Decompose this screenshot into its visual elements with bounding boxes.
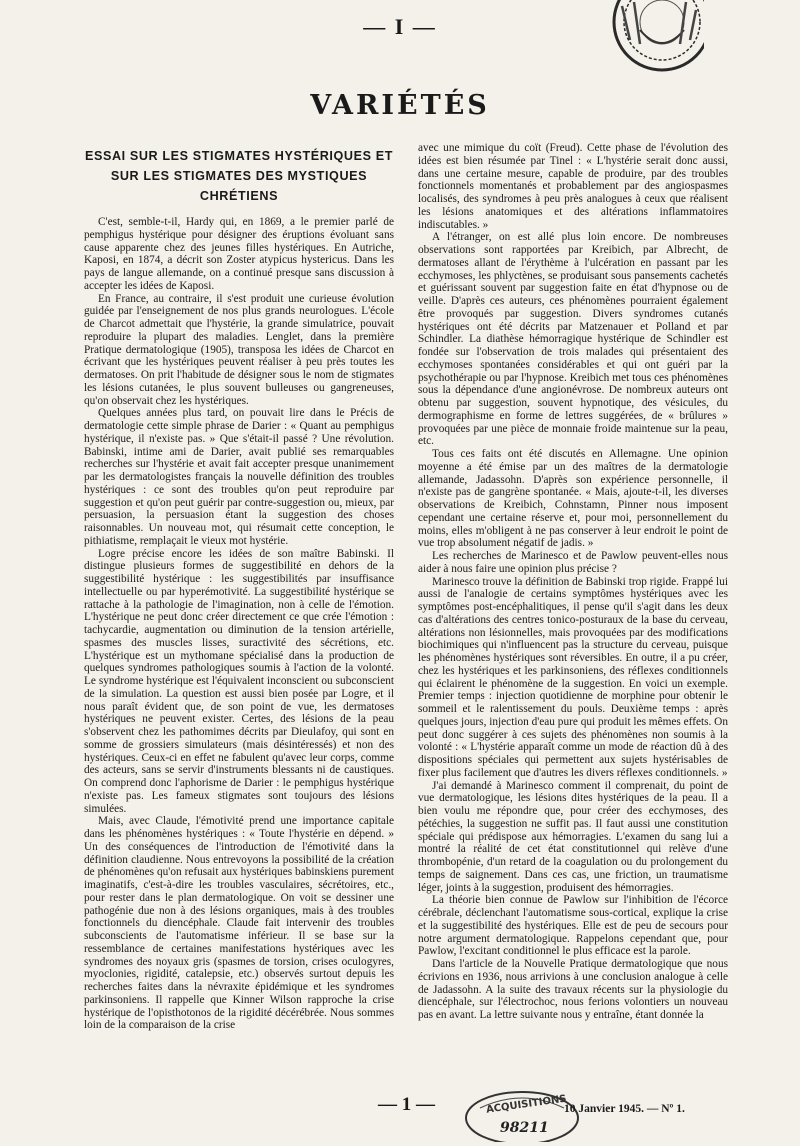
paragraph: A l'étranger, on est allé plus loin encore. De nombreuses observations sont rapportées par Kreibich, par Albrecht, de dermatoses allant de l'érythème à l'ulcération en passant par les ecchymoses, les phlyctènes, se produisant sous pansements cachetés et guérissant souvent par suggestion faite en état d'hypnose ou de veille. D'après ces auteurs, ces phénomènes pourraient également être provoqués par suggestion. Divers syndromes cutanés hystériques ont été décrits par Matzenauer et Polland et par Schindler. La diathèse hémorragique hystérique de Schindler est fondée sur l'observation de trois malades qui présentaient des ecchymoses spontanées considérables et qui ont guéri par la psychothérapie ou par l'hypnose. Kreibich met tous ces phénomènes sous la dépendance d'une angionévrose. De nombreux auteurs ont obtenu par suggestion, souvent hypnotique, des vésicules, du dermographisme en forme de lettres suggérées, de « brûlures » provoquées par une pièce de monnaie froide maintenue sur la peau, etc. xyxy=(418,231,728,448)
left-column xyxy=(84,142,394,1032)
paragraph: Dans l'article de la Nouvelle Pratique dermatologique que nous écrivions en 1936, nous arrivions à une conclusion analogue à celle de Jadassohn. A la suite des travaux récents sur la physiologie du diencéphale, sur l'électrochoc, nous ferions volontiers un nouveau pas en avant. La lettre suivante nous y entraîne, étant donnée la xyxy=(418,958,728,1021)
paragraph: En France, au contraire, il s'est produit une curieuse évolution guidée par l'enseignement de nos plus grands neurologues. L'école de Charcot admettait que l'hystérie, la grande simulatrice, pouvait reproduire la plupart des maladies. Lenglet, dans la première Pratique dermatologique (1905), transposa les idées de Charcot en écrivant que les hystériques peuvent réaliser à peu près toutes les dermatoses. On prit l'habitude de désigner sous le nom de stigmates les lésions cutanées, le plus souvent bulleuses ou gangreneuses, qu'on observait chez les hystériques. xyxy=(84,292,394,407)
paragraph: Tous ces faits ont été discutés en Allemagne. Une opinion moyenne a été émise par un des maîtres de la dermatologie allemande, Jadassohn. D'après son expérience personnelle, il n'existe pas de gangrène spontanée. « Mais, ajoute-t-il, les diverses observations de Kreibich, Cohnstamn, Pinner nous imposent cependant une certaine réserve et, pour moi, personnellement du moins, elles m'obligent à ne pas conserver à leur endroit le point de vue trop absolument négatif de jadis. » xyxy=(418,448,728,550)
paragraph: avec une mimique du coït (Freud). Cette phase de l'évolution des idées est bien résumée par Tinel : « L'hystérie serait donc aussi, dans une certaine mesure, capable de produire, par des troubles fonctionnels momentanés et probablement par des angiospasmes localisés, des syndromes à peu près analogues à ceux que réalisent les lésions anatomiques et des altérations inflammatoires indiscutables. » xyxy=(418,142,728,231)
paragraph: Les recherches de Marinesco et de Pawlow peuvent-elles nous aider à nous faire une opinion plus précise ? xyxy=(418,550,728,575)
svg-text:98211: 98211 xyxy=(500,1120,549,1136)
page-number-top: — I — xyxy=(363,14,437,39)
right-column xyxy=(418,142,728,1022)
paragraph: La théorie bien connue de Pawlow sur l'inhibition de l'écorce cérébrale, déclenchant l'automatisme sous-cortical, explique la crise et la suggestibilité des hystériques. Elle est de peu de secours pour notre argument dermatologique. Rappelons cependant que, pour Pawlow, l'excitant conditionnel le plus efficace est la parole. xyxy=(418,894,728,958)
paragraph: Logre précise encore les idées de son maître Babinski. Il distingue plusieurs formes de suggestibilité en dehors de la suggestibilité hystérique : les suggestibilités par insuffisance intellectuelle ou par hyperémotivité. La suggestibilité hystérique se rattache à la pathologie de l'imagination, non à celle de l'émotion. L'hystérique ne peut donc créer directement ce que crée l'émotion : tachycardie, augmentation ou diminution de la tension artérielle, spasmes des muscles lisses, suractivité des sécrétions, etc. L'hystérique est un mythomane spécialisé dans la production de quelques syndromes pathologiques soumis à l'action de la volonté. Le syndrome hystérique est l'équivalent inconscient ou subconscient de la simulation. La question est aussi bien posée par Logre, et il nous paraît évident que, de son point de vue, les dermatoses hystériques ne peuvent exister. Certes, des lésions de la peau s'observent chez les pathomimes décrits par Dieulafoy, qui sont en somme de grossiers simulateurs (mais désintéressés) et non des hystériques. Ceux-ci en effet ne fabulent qu'avec leur corps, comme des acteurs, sans se servir d'instruments blessants ni de caustiques. On comprend donc l'aphorisme de Darier : le pemphigus hystérique n'existe pas. Les fameux stigmates sont toujours des lésions simulées. xyxy=(84,547,394,815)
issue-date: 10 Janvier 1945. — Nº 1. xyxy=(564,1103,685,1115)
acquisitions-stamp xyxy=(460,1086,580,1142)
svg-text:ACQUISITIONS: ACQUISITIONS xyxy=(485,1093,568,1116)
paragraph: Marinesco trouve la définition de Babinski trop rigide. Frappé lui aussi de l'analogie de certains symptômes hystériques avec les symptômes post-encéphalitiques, il pense qu'il s'agit dans les deux cas d'altérations des centres tonico-posturaux de la base du cerveau, altérations non lésionnelles, mais provoquées par des modifications biochimiques qui n'influencent pas la structure du cerveau, puisque les phénomènes hystériques sont réversibles. En outre, il a pu créer, chez les hystériques et les parkinsoniens, des réflexes conditionnels qui éclairent le phénomène de la suggestion. En voici un exemple. Premier temps : injection quotidienne de morphine pour obtenir le sommeil et le ralentissement du pouls. Deuxième temps : après quelques jours, injection d'eau pure qui produit les mêmes effets. On peut donc suggérer à ces sujets des phénomènes non soumis à la volonté : « L'hystérie apparaît comme un mode de réaction dû à des dispositions spéciales qui permettent aux sujets hystérisables de fixer plus facilement que d'autres les divers réflexes conditionnels. » xyxy=(418,575,728,779)
paragraph: J'ai demandé à Marinesco comment il comprenait, du point de vue dermatologique, les lésions dites hystériques de la peau. Il a bien voulu me répondre que, pour créer des ecchymoses, des pétéchies, la suggestion ne suffit pas. Il faut aussi une constitution spéciale qui prédispose aux hémorragies. L'examen du sang lui a montré la réalité de cet état constitutionnel qui relève d'une thrombopénie, d'un retard de la coagulation ou du prolongement du temps de saignement. Dans ces cas, une friction, un traumatisme léger, joints à la suggestion, produisent des hémorragies. xyxy=(418,779,728,894)
page-number-bottom: — 1 — xyxy=(378,1094,435,1115)
library-stamp-top xyxy=(600,0,704,86)
paragraph: Mais, avec Claude, l'émotivité prend une importance capitale dans les phénomènes hystériques : « Toute l'hystérie en dépend. » Un des conséquences de l'introduction de l'émotivité dans la définition claudienne. Nous entrevoyons la possibilité de la création de phénomènes qu'on refusait aux hystériques babinskiens purement imaginatifs, c'est-à-dire les troubles vasculaires, sécrétoires, etc., pour rester dans le plan dermatologique. On voit se dessiner une pathogénie due non à des lésions organiques, mais à des troubles fonctionnels du diencéphale. Claude fait intervenir des troubles subconscients de l'automatisme inférieur. Il se base sur la ressemblance de certaines manifestations hystériques avec les syndromes des noyaux gris (spasmes de torsion, crises oculogyres, myoclonies, rigidité, catalepsie, etc.) observés surtout depuis les recherches faites dans la névraxite épidémique et les syndromes parkinsoniens. Il rappelle que Kinner Wilson rapproche la crise hystérique de l'opisthotonos de la rigidité décérébrée. Nous sommes loin de la comparaison de la crise xyxy=(84,815,394,1032)
article-title: ESSAI SUR LES STIGMATES HYSTÉRIQUES ET SUR LES STIGMATES DES MYSTIQUES CHRÉTIENS xyxy=(84,149,394,203)
paragraph: Quelques années plus tard, on pouvait lire dans le Précis de dermatologie cette simple phrase de Darier : « Quant au pemphigus hystérique, il n'existe pas. » Que s'était-il passé ? Une révolution. Babinski, intime ami de Darier, avait publié ses remarquables recherches sur l'hystérie et avait fait accepter presque unanimement par les dermatologistes français la nouvelle définition des troubles hystériques : ce sont des troubles qu'on peut reproduire par suggestion et qu'on peut guérir par contre-suggestion ou, mieux, par persuasion, la persuasion étant la suggestion des choses raisonnables. Un nouveau mot, qui résumait cette conception, le pithiatisme, remplaçait le vieux mot hystérie. xyxy=(84,407,394,547)
paragraph: C'est, semble-t-il, Hardy qui, en 1869, a le premier parlé de pemphigus hystérique pour désigner des éruptions évoluant sans cause apparente chez des jeunes filles hystériques. En Autriche, Kaposi, en 1874, a décrit son Zoster atypicus hystericus. Dans les pays de langue allemande, on a continué presque sans discussion à accepter les idées de Kaposi. xyxy=(84,216,394,292)
section-title: VARIÉTÉS xyxy=(310,90,490,121)
